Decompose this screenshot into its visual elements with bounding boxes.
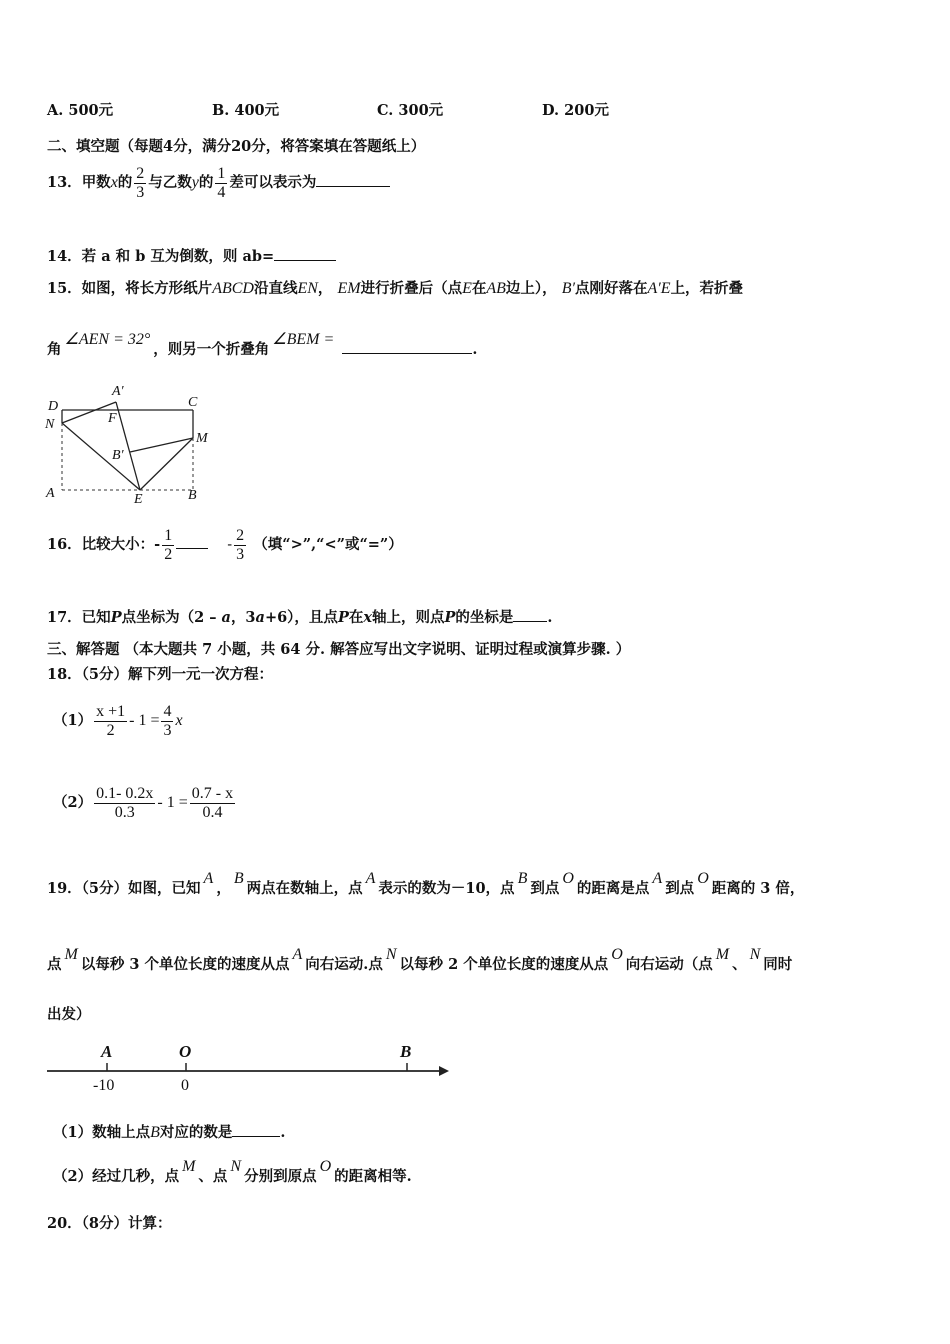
answer-blank[interactable] <box>316 171 390 187</box>
question-19-sub-2: （2）经过几秒，点M、点N分别到原点O的距离相等. <box>53 1158 412 1185</box>
edge-em <box>140 438 193 490</box>
question-19-line-2: 点M以每秒 3 个单位长度的速度从点A向右运动.点N以每秒 2 个单位长度的速度从点O向右运动（点M、N同时 <box>47 946 793 973</box>
label-n: N <box>45 417 55 432</box>
option-d: D. 200元 <box>542 102 609 119</box>
label-f: F <box>108 411 117 426</box>
question-18-title: 18．（5分）解下列一元一次方程： <box>47 666 274 683</box>
label-e: E <box>134 492 143 507</box>
question-20: 20．（8分）计算： <box>47 1215 172 1232</box>
label-d: D <box>48 399 59 414</box>
number-line <box>45 1035 465 1095</box>
edge-mb <box>130 438 193 452</box>
question-13: 13．甲数x的 $\frac{2}{3}$ 与乙数y的 $\frac{1}{4}$ 差可以表示为 <box>47 160 390 206</box>
label-b-prime: B′ <box>112 448 124 463</box>
answer-blank[interactable] <box>232 1121 280 1137</box>
option-a: A. 500元 <box>47 102 114 119</box>
option-b: B. 400元 <box>212 102 280 119</box>
label-b: B <box>400 1042 412 1061</box>
question-16: 16．比较大小：- $\frac{1}{2}$ - $\frac{2}{3}$ （填“>”,“<”或“=”） <box>47 526 403 563</box>
question-19-line-1: 19．（5分）如图，已知A，B两点在数轴上，点A表示的数为－10，点B到点O的距离是点A到点O距离的 3 倍， <box>47 870 805 897</box>
label-b: B <box>188 488 197 503</box>
value-a: -10 <box>93 1077 115 1094</box>
question-15-line-2: 角∠AEN = 32°，则另一个折叠角∠BEM = . <box>47 331 478 358</box>
question-18-part-1: （1） $\frac{x +1}{2}$ - 1 = $\frac{4}{3}$ x <box>53 702 183 739</box>
question-14: 14．若 a 和 b 互为倒数，则 ab= <box>47 245 336 267</box>
label-o: O <box>179 1042 192 1061</box>
question-17: 17．已知P点坐标为（2 – a，3a+6），且点P在x轴上，则点P的坐标是 . <box>47 606 552 628</box>
label-a: A <box>101 1042 113 1061</box>
edge-ae <box>116 402 140 490</box>
label-a: A <box>46 486 55 501</box>
answer-blank[interactable] <box>274 245 336 261</box>
value-o: 0 <box>181 1077 189 1094</box>
arrow-head <box>439 1066 449 1076</box>
section-2-title: 二、填空题（每题4分，满分20分，将答案填在答题纸上） <box>47 138 426 155</box>
section-3-title: 三、解答题 （本大题共 7 小题，共 64 分. 解答应写出文字说明、证明过程或演算步骤. ） <box>47 641 631 658</box>
fold-figure <box>40 380 230 510</box>
edge-ne <box>62 423 140 490</box>
answer-blank[interactable] <box>342 338 472 354</box>
question-15-line-1: 15．如图，将长方形纸片ABCD沿直线EN， EM进行折叠后（点E在AB边上）， B′点刚好落在A′E上，若折叠 <box>47 280 744 297</box>
label-m: M <box>196 431 208 446</box>
question-18-part-2: （2） $\frac{0.1- 0.2x}{0.3}$ - 1 = $\frac{0.7 - x}{0.4}$ <box>53 784 234 821</box>
answer-blank[interactable] <box>513 606 547 622</box>
answer-blank[interactable] <box>176 533 208 549</box>
label-a-prime: A′ <box>112 384 124 399</box>
label-c: C <box>188 395 198 410</box>
question-19-line-3: 出发） <box>47 1006 91 1023</box>
question-19-sub-1: （1）数轴上点B对应的数是 . <box>53 1121 285 1143</box>
option-c: C. 300元 <box>377 102 444 119</box>
